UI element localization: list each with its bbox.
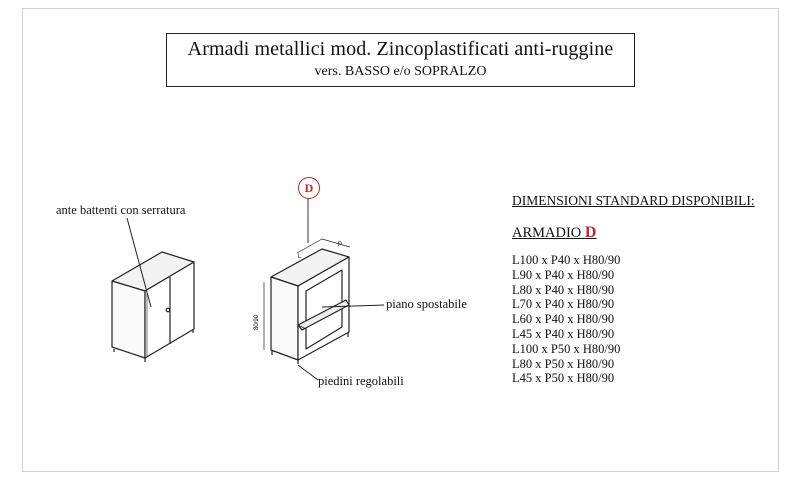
list-item: L80 x P40 x H80/90: [512, 282, 615, 297]
dim-height-label: 80/90: [254, 314, 260, 330]
list-item: L100 x P40 x H80/90: [512, 253, 621, 267]
list-item: L100 x P50 x H80/90: [512, 341, 621, 356]
closed-cabinet-illustration: [112, 218, 194, 362]
page-subtitle: vers. BASSO e/o SOPRALZO: [314, 64, 487, 79]
open-cabinet-illustration: [264, 198, 384, 380]
shelf-label: piano spostabile: [386, 297, 467, 311]
model-name: [512, 224, 596, 242]
list-item: L80 x P50 x H80/90: [512, 356, 615, 371]
model-badge: D: [298, 177, 320, 199]
doors-label: ante battenti con serratura: [56, 203, 186, 217]
list-item: L70 x P40 x H80/90: [512, 297, 615, 312]
dimensions-heading: DIMENSIONI STANDARD DISPONIBILI:: [512, 193, 755, 208]
size-list: [512, 253, 620, 386]
model-letter: D: [584, 224, 597, 241]
model-prefix: ARMADIO: [512, 225, 582, 241]
page-title: Armadi metallici mod. Zincoplastificati anti-ruggine: [187, 38, 614, 60]
list-item: L45 x P50 x H80/90: [512, 371, 615, 386]
list-item: L45 x P40 x H80/90: [512, 326, 615, 341]
dim-depth-label: P: [338, 242, 343, 248]
feet-label: piedini regolabili: [318, 374, 404, 388]
dim-width-label: L: [298, 254, 302, 260]
list-item: L90 x P40 x H80/90: [512, 267, 615, 282]
list-item: L60 x P40 x H80/90: [512, 312, 615, 327]
